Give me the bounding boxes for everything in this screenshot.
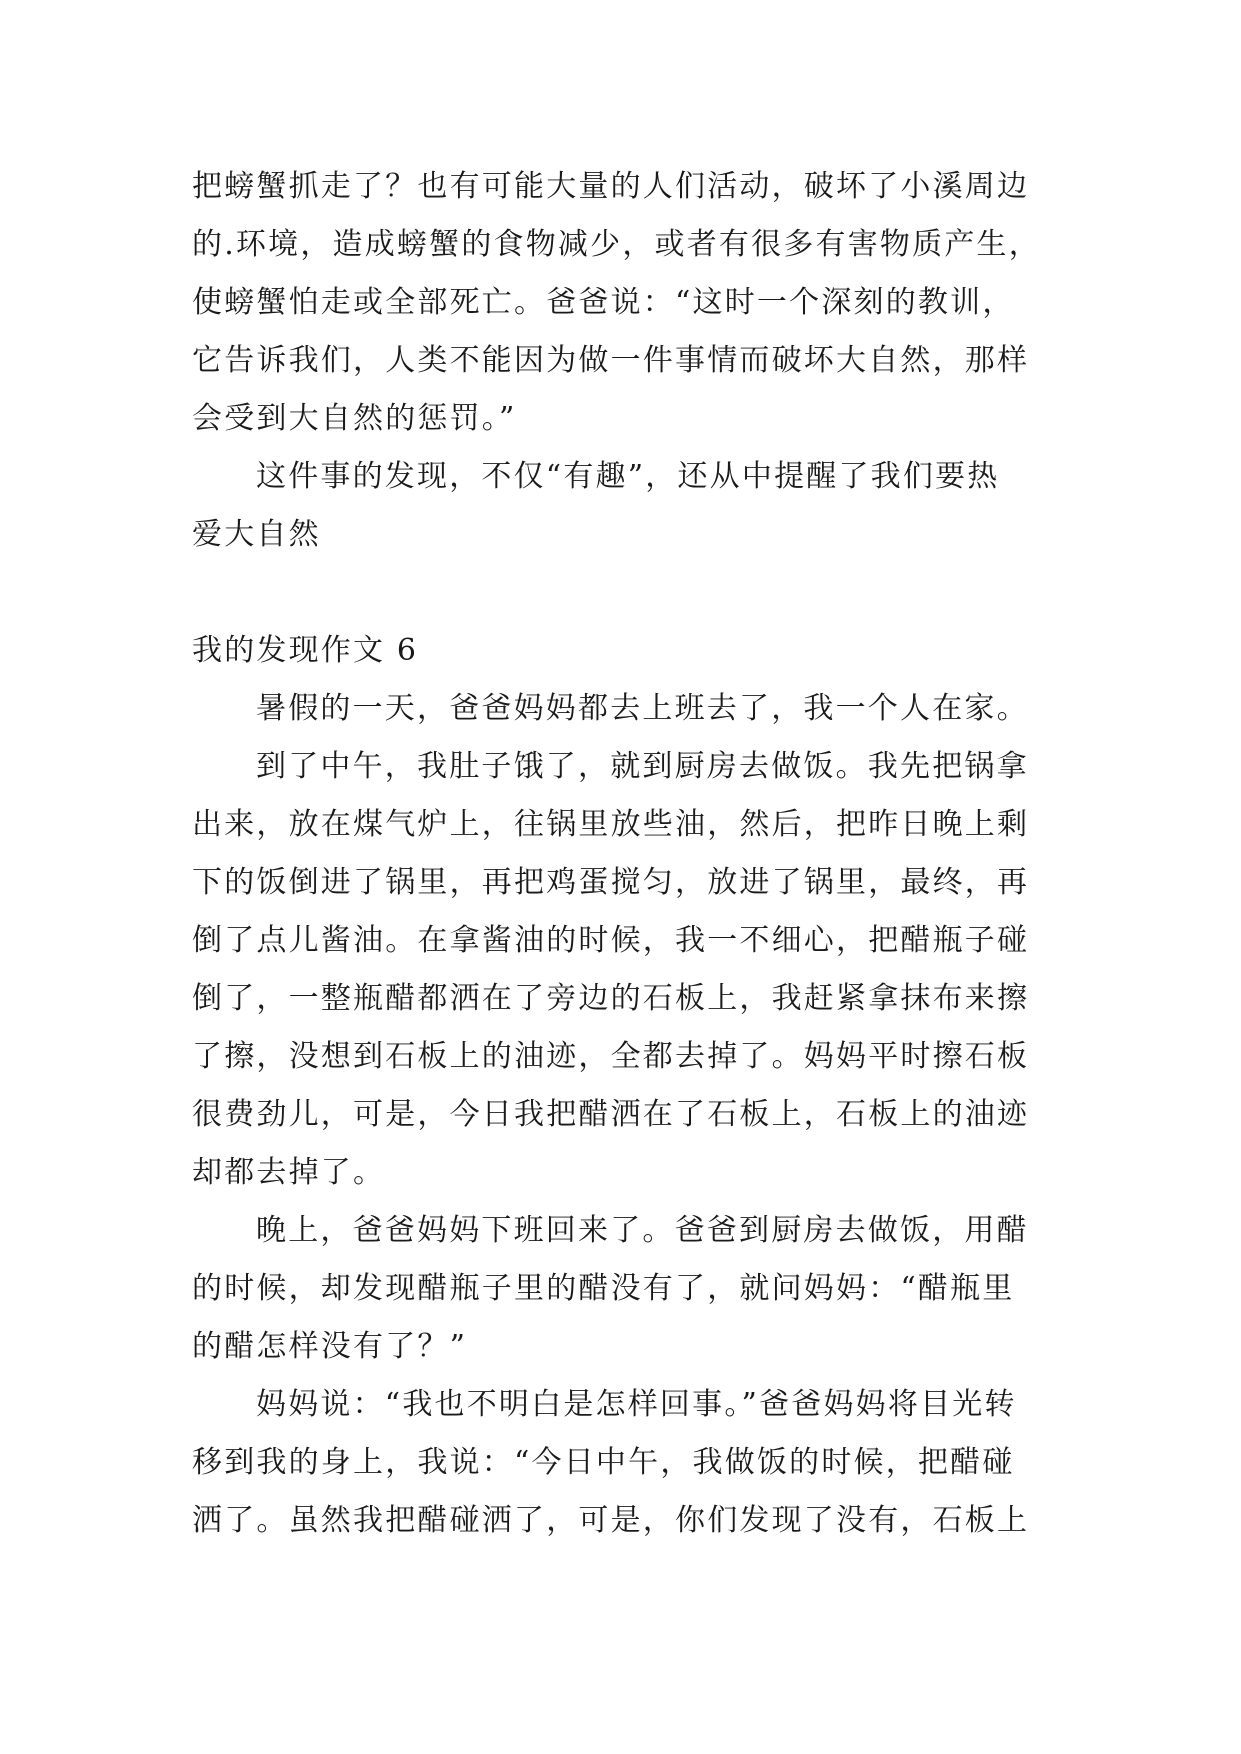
text-line: 爱大自然 [192,517,321,552]
text-line: 很费劲儿，可是，今日我把醋洒在了石板上，石板上的油迹 [192,1097,1030,1132]
paragraph-4 [192,1376,1072,1550]
text-line: 却都去掉了。 [192,1155,386,1190]
text-line: 这件事的发现，不仅“有趣”，还从中提醒了我们要热 [256,459,1000,494]
text-line: 暑假的一天，爸爸妈妈都去上班去了，我一个人在家。 [256,691,1029,726]
text-line: 洒了。虽然我把醋碰洒了，可是，你们发现了没有，石板上 [192,1503,1030,1538]
paragraph-2 [192,738,1072,1202]
text-line: 了擦，没想到石板上的油迹，全都去掉了。妈妈平时擦石板 [192,1039,1030,1074]
paragraph-continued [192,158,1072,448]
text-line: 它告诉我们，人类不能因为做一件事情而破坏大自然，那样 [192,343,1030,378]
text-line: 出来，放在煤气炉上，往锅里放些油，然后，把昨日晚上剩 [192,807,1030,842]
text-line: 的醋怎样没有了？” [192,1329,468,1364]
text-line: 妈妈说：“我也不明白是怎样回事。”爸爸妈妈将目光转 [256,1387,1017,1422]
text-line: 会受到大自然的惩罚。” [192,401,517,436]
text-line: 把螃蟹抓走了？也有可能大量的人们活动，破坏了小溪周边 [192,169,1030,204]
text-line: 移到我的身上，我说：“今日中午，我做饭的时候，把醋碰 [192,1445,1015,1480]
text-line: 倒了点儿酱油。在拿酱油的时候，我一不细心，把醋瓶子碰 [192,923,1030,958]
paragraph-closing [192,448,1072,564]
text-line: 倒了，一整瓶醋都洒在了旁边的石板上，我赶紧拿抹布来擦 [192,981,1030,1016]
section-heading: 我的发现作文 6 [192,633,419,668]
text-line: 到了中午，我肚子饿了，就到厨房去做饭。我先把锅拿 [256,749,1029,784]
text-line: 下的饭倒进了锅里，再把鸡蛋搅匀，放进了锅里，最终，再 [192,865,1030,900]
text-line: 使螃蟹怕走或全部死亡。爸爸说：“这时一个深刻的教训， [192,285,1015,320]
text-line: 晚上，爸爸妈妈下班回来了。爸爸到厨房去做饭，用醋 [256,1213,1029,1248]
paragraph-1 [192,680,1072,738]
paragraph-3 [192,1202,1072,1376]
text-line: 的时候，却发现醋瓶子里的醋没有了，就问妈妈：“醋瓶里 [192,1271,1015,1306]
text-line: 的.环境，造成螃蟹的食物减少，或者有很多有害物质产生， [192,227,1041,262]
document-body [192,158,1072,1550]
section-spacer [192,564,1072,622]
